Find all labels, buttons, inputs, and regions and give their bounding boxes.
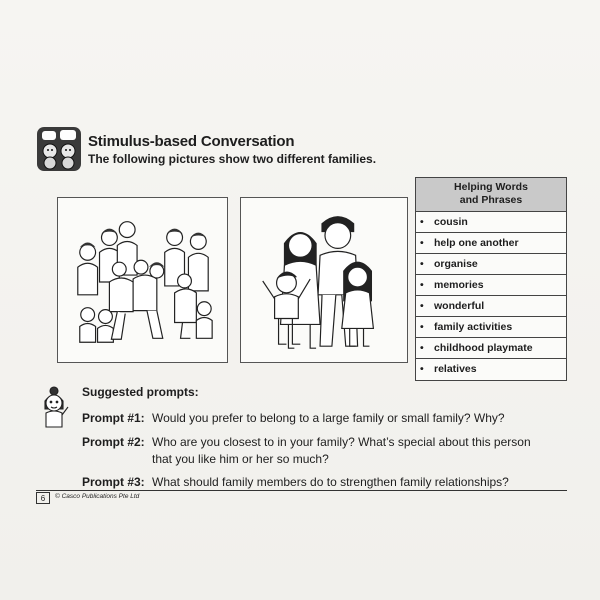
helping-word-item: • organise [416, 254, 566, 275]
helping-words-heading-line2: and Phrases [459, 194, 523, 206]
section-subtitle: The following pictures show two different families. [88, 152, 377, 166]
helping-word-item: • memories [416, 275, 566, 296]
section-title: Stimulus-based Conversation [88, 133, 295, 150]
helping-word-item: • relatives [420, 363, 477, 375]
small-family-illustration [241, 198, 407, 362]
helping-words-heading [416, 178, 566, 212]
prompt-2-text: Who are you closest to in your family? What’s special about this person that you like him or her so much? [152, 435, 531, 466]
helping-words-heading-line1: Helping Words [454, 181, 528, 193]
helping-word-item: • wonderful [416, 296, 566, 317]
page-number: 6 [36, 492, 50, 504]
girl-thinking-icon [40, 385, 74, 429]
group-faces-icon [36, 126, 82, 172]
prompt-1-text: Would you prefer to belong to a large family or small family? Why? [152, 411, 505, 425]
large-family-illustration [58, 198, 227, 362]
prompt-2-label: Prompt #2: [82, 435, 145, 449]
prompt-3-label: Prompt #3: [82, 475, 145, 489]
copyright-notice: © Casco Publications Pte Ltd [55, 493, 140, 500]
prompts-heading: Suggested prompts: [82, 385, 199, 399]
footer-divider [36, 490, 567, 491]
small-family-picture [240, 197, 408, 363]
prompt-1-label: Prompt #1: [82, 411, 145, 425]
helping-words-table [415, 177, 567, 381]
helping-word-item: • help one another [416, 233, 566, 254]
large-family-picture [57, 197, 228, 363]
prompt-3-text: What should family members do to strengthen family relationships? [152, 475, 509, 489]
helping-word-item: • childhood playmate [416, 338, 566, 359]
helping-word-item: • family activities [416, 317, 566, 338]
helping-word-item: • cousin [416, 212, 566, 233]
